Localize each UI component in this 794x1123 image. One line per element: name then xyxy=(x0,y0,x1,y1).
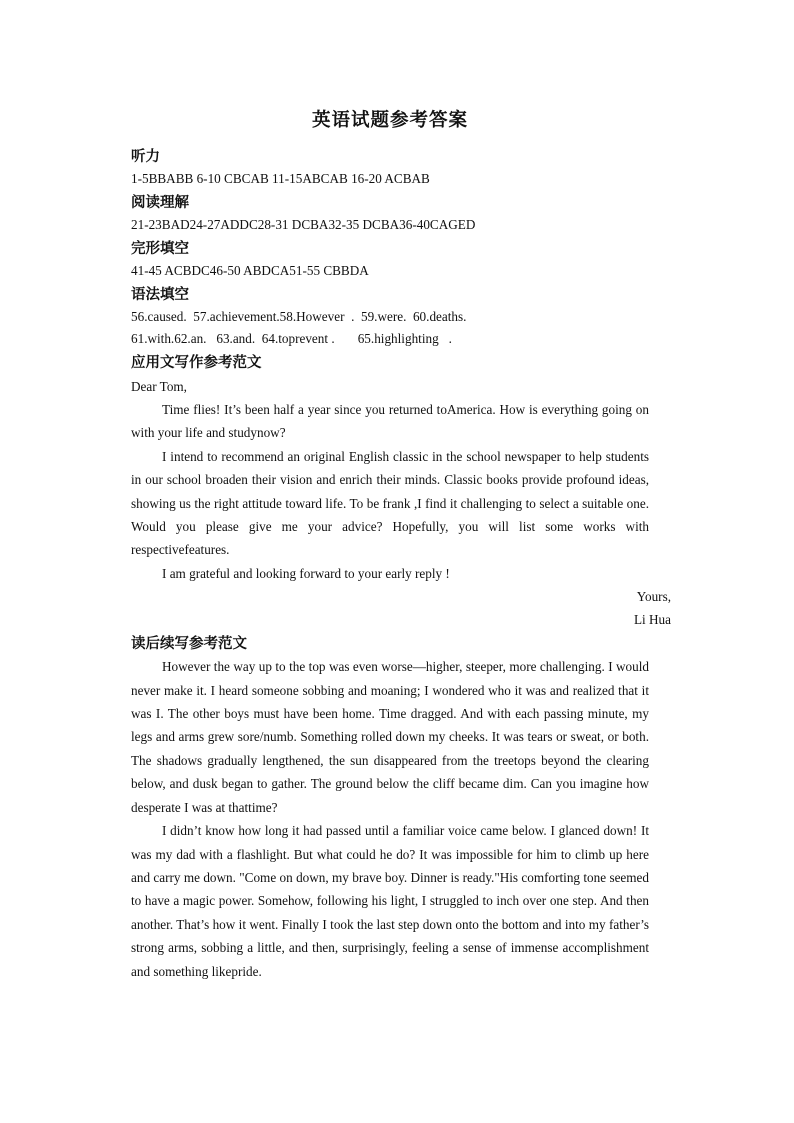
grammar-answers-line-1: 56.caused. 57.achievement.58.However . 59.were. 60.deaths. xyxy=(131,309,467,324)
grammar-answers-line-2: 61.with.62.an. 63.and. 64.toprevent . 65.highlighting . xyxy=(131,331,452,346)
story-paragraph: I didn’t know how long it had passed until a familiar voice came below. I glanced down! It was my dad with a flashlight. But what could he do? It was impossible for him to climb up here and carry me down. "Come on down, my brave boy. Dinner is ready."His comforting tone seemed to have a magic power. Somehow, following his light, I struggled to inch over one step. And then another. That’s how it went. Finally I took the last step down onto the bottom and into my father’s strong arms, sobbing a little, and then, surprisingly, feeling a sense of immense accomplishment and something likepride. xyxy=(131,823,649,979)
grammar-heading: 语法填空 xyxy=(131,287,189,303)
continuation-writing-heading: 读后续写参考范文 xyxy=(131,636,247,653)
practical-writing-heading: 应用文写作参考范文 xyxy=(131,355,262,371)
cloze-heading: 完形填空 xyxy=(131,241,189,257)
letter-signature: Li Hua xyxy=(634,612,671,628)
letter-paragraph: Time flies! It’s been half a year since you returned toAmerica. How is everything going on with your life and studynow? xyxy=(131,402,649,441)
answer-key-content xyxy=(131,106,671,983)
listening-answers: 1-5BBABB 6-10 CBCAB 11-15ABCAB 16-20 ACBAB xyxy=(131,171,430,186)
letter-paragraph: I am grateful and looking forward to your early reply ! xyxy=(162,565,450,581)
page-title: 英语试题参考答案 xyxy=(311,110,468,131)
letter-closing: Yours, xyxy=(636,589,671,605)
cloze-answers: 41-45 ACBDC46-50 ABDCA51-55 CBBDA xyxy=(131,263,369,278)
reading-heading: 阅读理解 xyxy=(131,195,189,211)
reading-answers: 21-23BAD24-27ADDC28-31 DCBA32-35 DCBA36-40CAGED xyxy=(131,217,476,232)
letter-greeting: Dear Tom, xyxy=(131,379,187,394)
story-paragraph: However the way up to the top was even worse—higher, steeper, more challenging. I would never make it. I heard someone sobbing and moaning; I wondered who it was and realized that it was I. The other boys must have been home. Time dragged. And with each passing minute, my legs and arms grew sore/numb. Something rolled down my cheeks. It was tears or sweat, or both. The shadows gradually lengthened, the sun disappeared from the treetops beyond the clearing below, and dusk began to gather. The ground below the cliff became dim. Can you imagine how desperate I was at thattime? xyxy=(131,659,649,815)
listening-heading: 听力 xyxy=(131,149,160,165)
letter-paragraph: I intend to recommend an original English classic in the school newspaper to help students in our school broaden their vision and enrich their minds. Classic books provide profound ideas, showing us the right attitude toward life. To be frank ,I find it challenging to select a suitable one. Would you please give me your advice? Hopefully, you will list some works with respectivefeatures. xyxy=(131,448,649,558)
